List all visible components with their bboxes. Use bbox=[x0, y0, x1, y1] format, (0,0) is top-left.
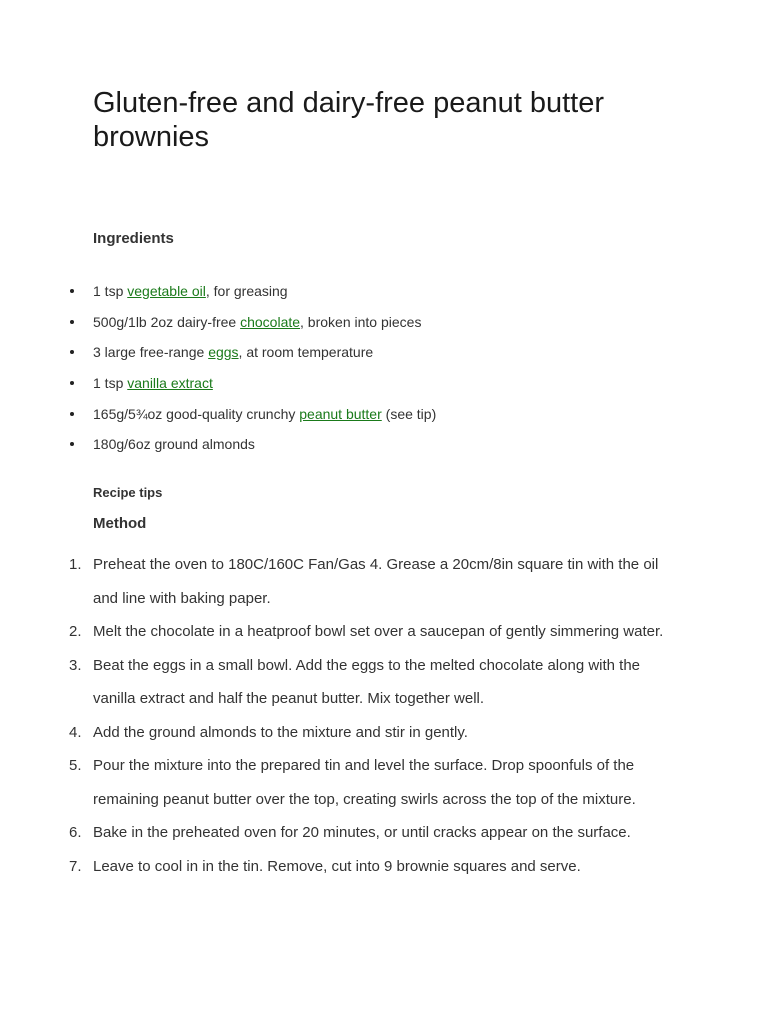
step-text: Beat the eggs in a small bowl. Add the eggs to the melted chocolate along with the vanilla extract and half the peanut butter. Mix together well. bbox=[93, 656, 641, 707]
ingredient-text: , broken into pieces bbox=[300, 313, 422, 330]
ingredient-item bbox=[93, 405, 436, 436]
ingredient-text: (see tip) bbox=[381, 405, 437, 422]
ingredient-text: 1 tsp bbox=[93, 283, 128, 299]
method-step bbox=[69, 749, 673, 816]
step-text: Bake in the preheated oven for 20 minutes, or until cracks appear on the surface. bbox=[93, 824, 631, 841]
ingredient-item bbox=[93, 374, 436, 405]
ingredient-text: 3 large free-range bbox=[93, 344, 209, 361]
method-heading: Method bbox=[93, 515, 147, 532]
method-step bbox=[69, 615, 673, 649]
step-number: 5. bbox=[69, 757, 82, 774]
step-number: 1. bbox=[69, 556, 82, 573]
step-number: 6. bbox=[69, 824, 82, 841]
ingredient-text: 180g/6oz ground almonds bbox=[93, 436, 255, 453]
step-text: Melt the chocolate in a heatproof bowl set over a saucepan of gently simmering water. bbox=[93, 623, 664, 640]
method-step bbox=[69, 716, 673, 750]
step-number: 3. bbox=[69, 656, 82, 674]
ingredient-item bbox=[93, 282, 436, 313]
ingredient-item bbox=[93, 313, 436, 344]
ingredient-link-eggs[interactable]: eggs bbox=[208, 344, 239, 361]
ingredient-text: , at room temperature bbox=[238, 344, 374, 361]
method-step bbox=[69, 548, 673, 615]
step-text: Preheat the oven to 180C/160C Fan/Gas 4. Grease a 20cm/8in square tin with the oil and line with baking paper. bbox=[93, 556, 659, 607]
ingredients-list bbox=[93, 282, 436, 466]
ingredient-text: 165g/5¾oz good-quality crunchy bbox=[93, 405, 300, 422]
ingredient-link-vanilla-extract[interactable]: vanilla extract bbox=[127, 375, 213, 392]
method-list bbox=[69, 548, 673, 883]
step-number: 4. bbox=[69, 723, 82, 741]
ingredient-link-vegetable-oil[interactable]: vegetable oil bbox=[127, 283, 206, 299]
step-number: 2. bbox=[69, 623, 82, 640]
step-number: 7. bbox=[69, 857, 82, 875]
ingredient-text: 1 tsp bbox=[93, 375, 128, 392]
method-step bbox=[69, 649, 673, 716]
ingredient-item bbox=[93, 435, 436, 466]
step-text: Pour the mixture into the prepared tin and level the surface. Drop spoonfuls of the remaining peanut butter over the top, creating swirls across the top of the mixture. bbox=[93, 757, 636, 808]
ingredient-link-chocolate[interactable]: chocolate bbox=[240, 313, 301, 330]
ingredients-heading: Ingredients bbox=[93, 230, 174, 247]
recipe-tips-heading[interactable]: Recipe tips bbox=[93, 485, 163, 500]
step-text: Leave to cool in in the tin. Remove, cut into 9 brownie squares and serve. bbox=[93, 857, 581, 875]
ingredient-item bbox=[93, 343, 436, 374]
method-step bbox=[69, 850, 673, 884]
page-title: Gluten-free and dairy-free peanut butter brownies bbox=[93, 87, 605, 153]
ingredient-text: 500g/1lb 2oz dairy-free bbox=[93, 313, 241, 330]
method-step bbox=[69, 816, 673, 850]
ingredient-text: , for greasing bbox=[205, 283, 288, 299]
ingredient-link-peanut-butter[interactable]: peanut butter bbox=[299, 405, 382, 422]
step-text: Add the ground almonds to the mixture and stir in gently. bbox=[93, 723, 468, 741]
